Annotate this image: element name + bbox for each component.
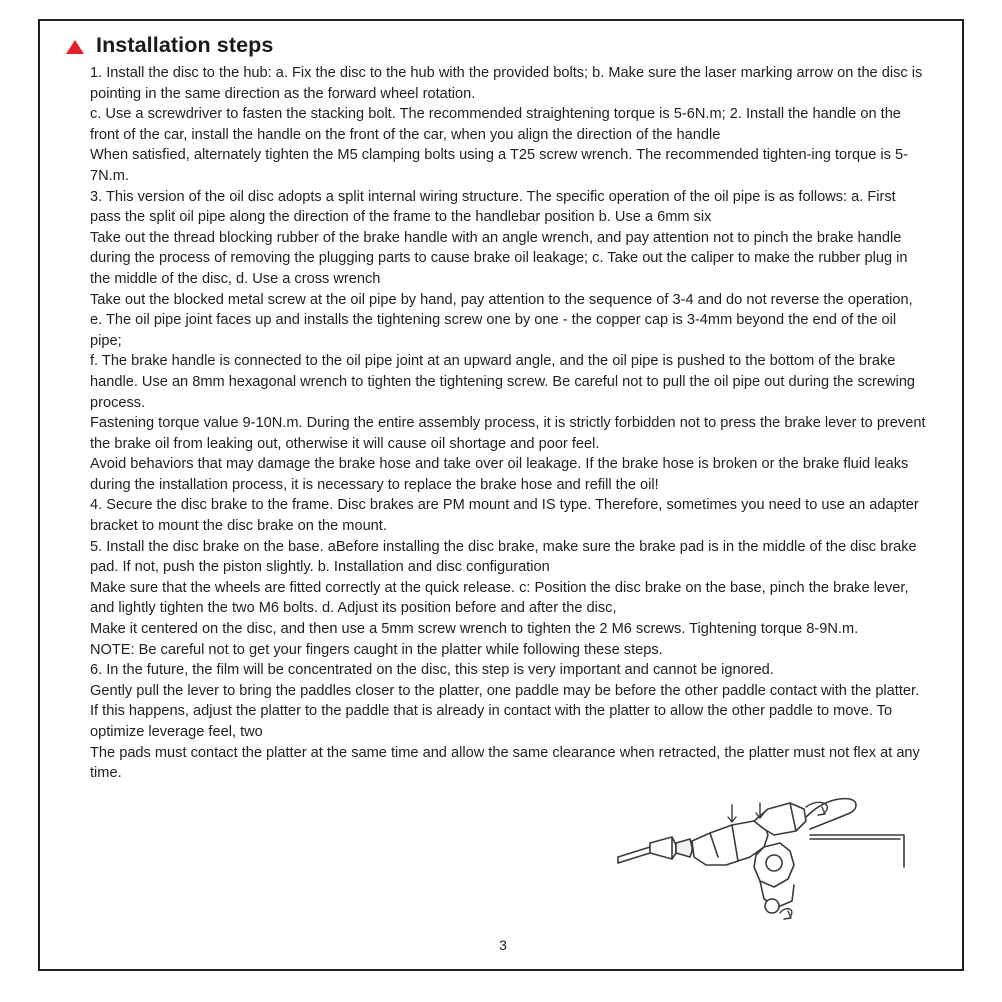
paragraph: 3. This version of the oil disc adopts a split internal wiring structure. The specific operation of the oil pipe is as follows: a. First pass the split oil pipe along the direction of the frame to the handlebar position b. Use a 6mm six bbox=[90, 188, 896, 226]
page-title: Installation steps bbox=[96, 33, 274, 58]
paragraph: NOTE: Be careful not to get your fingers caught in the platter while following these steps. bbox=[90, 641, 663, 658]
paragraph: Make sure that the wheels are fitted correctly at the quick release. c: Position the disc brake on the base, pinch the brake lever, and lightly tighten the two M6 bolts. d. Adjust its position before and after the disc, bbox=[90, 579, 909, 617]
paragraph: 5. Install the disc brake on the base. aBefore installing the disc brake, make sure the brake pad is in the middle of the disc brake pad. If not, push the piston slightly. b. Installation and disc configuration bbox=[90, 538, 917, 576]
instructions-list bbox=[90, 63, 926, 784]
paragraph: Fastening torque value 9-10N.m. During the entire assembly process, it is strictly forbidden not to press the brake lever to prevent the brake oil from leaking out, otherwise it will cause oil shortage and poor feel. bbox=[90, 415, 926, 452]
paragraph: Make it centered on the disc, and then use a 5mm screw wrench to tighten the 2 M6 screws. Tightening torque 8-9N.m. bbox=[90, 621, 859, 638]
paragraph: f. The brake handle is connected to the oil pipe joint at an upward angle, and the oil pipe is pushed to the bottom of the brake handle. Use an 8mm hexagonal wrench to tighten the tightening screw. Be careful not to pull the oil pipe out during the screwing process. bbox=[90, 353, 916, 411]
heading-row bbox=[66, 31, 928, 61]
paragraph: Take out the blocked metal screw at the oil pipe by hand, pay attention to the sequence of 3-4 and do not reverse the operation, e. The oil pipe joint faces up and installs the tightening screw one by one - the copper cap is 3-4mm beyond the end of the oil pipe; bbox=[90, 291, 913, 349]
paragraph: When satisfied, alternately tighten the M5 clamping bolts using a T25 screw wrench. The recommended tighten-ing torque is 5-7N.m. bbox=[90, 147, 908, 184]
paragraph: Gently pull the lever to bring the paddles closer to the platter, one paddle may be before the other paddle contact with the platter. If this happens, adjust the platter to the paddle that is already in contact with the platter to allow the other paddle to move. To optimize leverage feel, two bbox=[90, 682, 920, 740]
paragraph: The pads must contact the platter at the same time and allow the same clearance when retracted, the platter must not flex at any time. bbox=[90, 744, 920, 782]
paragraph: c. Use a screwdriver to fasten the stacking bolt. The recommended straightening torque is 5-6N.m; 2. Install the handle on the front of the car, install the handle on the front of the car, when you align the direction of the handle bbox=[90, 106, 901, 143]
paragraph: 4. Secure the disc brake to the frame. Disc brakes are PM mount and IS type. Therefore, sometimes you need to use an adapter bracket to mount the disc brake on the mount. bbox=[90, 497, 919, 535]
page-number: 3 bbox=[499, 937, 507, 953]
document-page bbox=[38, 19, 964, 971]
document-content bbox=[66, 31, 928, 784]
triangle-bullet-icon bbox=[66, 40, 84, 54]
brake-lever-illustration bbox=[614, 795, 944, 925]
paragraph: 6. In the future, the film will be concentrated on the disc, this step is very important and cannot be ignored. bbox=[90, 662, 774, 679]
paragraph: 1. Install the disc to the hub: a. Fix the disc to the hub with the provided bolts; b. Make sure the laser marking arrow on the disc is pointing in the same direction as the forward wheel rotation. bbox=[90, 65, 923, 102]
paragraph: Take out the thread blocking rubber of the brake handle with an angle wrench, and pay attention not to pinch the brake handle during the process of removing the plugging parts to cause brake oil leakage; c. Take out the caliper to make the rubber plug in the middle of the disc, d. Use a cross wrench bbox=[90, 229, 908, 287]
paragraph: Avoid behaviors that may damage the brake hose and take over oil leakage. If the brake hose is broken or the brake fluid leaks during the installation process, it is necessary to replace the brake hose and refill the oil! bbox=[90, 456, 909, 493]
